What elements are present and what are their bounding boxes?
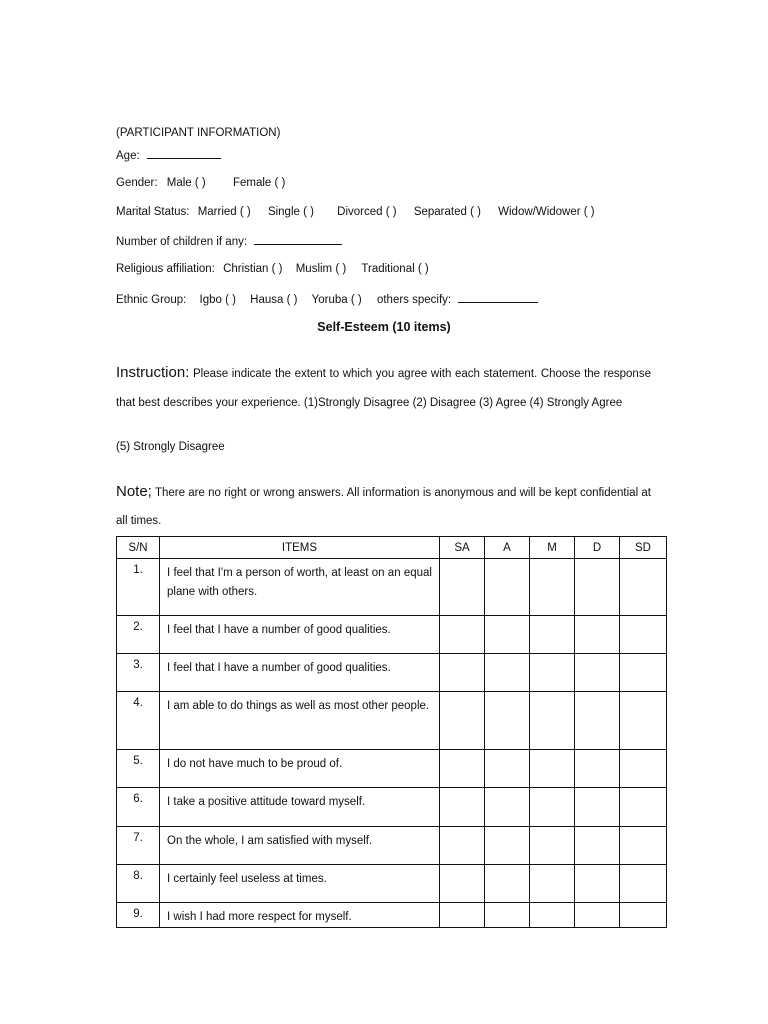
response-cell-sa[interactable] — [440, 827, 485, 865]
marital-option-widow[interactable]: Widow/Widower ( ) — [498, 206, 595, 218]
gender-option-male[interactable]: Male ( ) — [166, 177, 206, 189]
note-label: Note; — [116, 483, 152, 500]
table-row — [117, 827, 667, 865]
response-cell-sd[interactable] — [620, 750, 667, 788]
self-esteem-table — [116, 536, 667, 928]
row-number: 6. — [117, 788, 160, 827]
ethnic-option-yoruba[interactable]: Yoruba ( ) — [311, 294, 362, 306]
instruction-paragraph — [116, 358, 651, 418]
response-cell-m[interactable] — [530, 559, 575, 616]
header-sn: S/N — [117, 537, 160, 559]
note-text: There are no right or wrong answers. All information is anonymous and will be kept confidential at all times. — [116, 487, 651, 527]
section-title: Self-Esteem (10 items) — [317, 320, 451, 334]
table-row — [117, 654, 667, 692]
table-row — [117, 903, 667, 928]
response-cell-d[interactable] — [575, 559, 620, 616]
row-item: On the whole, I am satisfied with myself. — [160, 827, 440, 865]
response-cell-d[interactable] — [575, 903, 620, 928]
table-row — [117, 865, 667, 903]
response-cell-sa[interactable] — [440, 788, 485, 827]
response-cell-d[interactable] — [575, 692, 620, 750]
header-m: M — [530, 537, 575, 559]
response-cell-m[interactable] — [530, 827, 575, 865]
marital-line — [116, 206, 595, 218]
age-blank[interactable] — [147, 148, 221, 159]
marital-option-divorced[interactable]: Divorced ( ) — [337, 206, 397, 218]
response-cell-m[interactable] — [530, 903, 575, 928]
row-number: 3. — [117, 654, 160, 692]
row-item: I feel that I have a number of good qualities. — [160, 616, 440, 654]
children-blank[interactable] — [254, 234, 342, 245]
response-cell-a[interactable] — [485, 827, 530, 865]
header-d: D — [575, 537, 620, 559]
table-row — [117, 616, 667, 654]
gender-label: Gender: — [116, 177, 158, 189]
row-number: 7. — [117, 827, 160, 865]
response-cell-sd[interactable] — [620, 616, 667, 654]
ethnic-others-blank[interactable] — [458, 292, 538, 303]
gender-line — [116, 177, 285, 189]
table-row — [117, 692, 667, 750]
response-cell-a[interactable] — [485, 559, 530, 616]
table-row — [117, 750, 667, 788]
response-cell-sa[interactable] — [440, 616, 485, 654]
response-cell-m[interactable] — [530, 616, 575, 654]
header-sd: SD — [620, 537, 667, 559]
response-cell-sa[interactable] — [440, 559, 485, 616]
row-item: I certainly feel useless at times. — [160, 865, 440, 903]
response-cell-sa[interactable] — [440, 654, 485, 692]
instruction-text: Please indicate the extent to which you agree with each statement. Choose the response that best describes your experience. (1)Strongly Disagree (2) Disagree (3) Agree (4) Strongly Agree — [116, 368, 651, 409]
row-item: I am able to do things as well as most other people. — [160, 692, 440, 750]
response-cell-sd[interactable] — [620, 903, 667, 928]
header-a: A — [485, 537, 530, 559]
marital-option-separated[interactable]: Separated ( ) — [413, 206, 481, 218]
row-number: 1. — [117, 559, 160, 616]
note-paragraph — [116, 478, 651, 535]
response-cell-sd[interactable] — [620, 559, 667, 616]
response-cell-m[interactable] — [530, 692, 575, 750]
ethnic-line — [116, 292, 538, 306]
response-cell-m[interactable] — [530, 750, 575, 788]
response-cell-a[interactable] — [485, 788, 530, 827]
row-number: 4. — [117, 692, 160, 750]
marital-option-married[interactable]: Married ( ) — [197, 206, 251, 218]
row-item: I feel that I have a number of good qualities. — [160, 654, 440, 692]
table-row — [117, 788, 667, 827]
ethnic-option-others: others specify: — [376, 294, 452, 306]
response-cell-d[interactable] — [575, 788, 620, 827]
response-cell-a[interactable] — [485, 903, 530, 928]
response-cell-sd[interactable] — [620, 692, 667, 750]
response-cell-a[interactable] — [485, 616, 530, 654]
religion-option-christian[interactable]: Christian ( ) — [223, 263, 283, 275]
children-line — [116, 234, 342, 248]
response-cell-d[interactable] — [575, 865, 620, 903]
marital-option-single[interactable]: Single ( ) — [267, 206, 314, 218]
response-cell-d[interactable] — [575, 616, 620, 654]
response-cell-m[interactable] — [530, 788, 575, 827]
gender-option-female[interactable]: Female ( ) — [232, 177, 286, 189]
instruction-label: Instruction: — [116, 364, 190, 381]
response-cell-sd[interactable] — [620, 788, 667, 827]
response-cell-d[interactable] — [575, 654, 620, 692]
row-item: I do not have much to be proud of. — [160, 750, 440, 788]
response-cell-a[interactable] — [485, 750, 530, 788]
table-header-row — [117, 537, 667, 559]
participant-heading: (PARTICIPANT INFORMATION) — [116, 127, 281, 139]
response-cell-m[interactable] — [530, 654, 575, 692]
marital-label: Marital Status: — [116, 206, 190, 218]
religion-option-traditional[interactable]: Traditional ( ) — [361, 263, 429, 275]
ethnic-option-hausa[interactable]: Hausa ( ) — [250, 294, 298, 306]
row-item: I feel that I'm a person of worth, at least on an equal plane with others. — [160, 559, 440, 616]
instruction-extra: (5) Strongly Disagree — [116, 441, 225, 453]
religion-option-muslim[interactable]: Muslim ( ) — [295, 263, 347, 275]
response-cell-m[interactable] — [530, 865, 575, 903]
response-cell-sd[interactable] — [620, 827, 667, 865]
row-number: 2. — [117, 616, 160, 654]
row-number: 5. — [117, 750, 160, 788]
response-cell-a[interactable] — [485, 692, 530, 750]
religion-line — [116, 263, 429, 275]
response-cell-a[interactable] — [485, 654, 530, 692]
row-number: 8. — [117, 865, 160, 903]
children-label: Number of children if any: — [116, 236, 248, 248]
table-row — [117, 559, 667, 616]
response-cell-sa[interactable] — [440, 903, 485, 928]
religion-label: Religious affiliation: — [116, 263, 215, 275]
row-number: 9. — [117, 903, 160, 928]
ethnic-label: Ethnic Group: — [116, 294, 187, 306]
response-cell-sd[interactable] — [620, 865, 667, 903]
row-item: I wish I had more respect for myself. — [160, 903, 440, 928]
ethnic-option-igbo[interactable]: Igbo ( ) — [199, 294, 236, 306]
response-cell-d[interactable] — [575, 750, 620, 788]
response-cell-sa[interactable] — [440, 692, 485, 750]
row-item: I take a positive attitude toward myself. — [160, 788, 440, 827]
response-cell-d[interactable] — [575, 827, 620, 865]
response-cell-a[interactable] — [485, 865, 530, 903]
age-label: Age: — [116, 150, 140, 162]
response-cell-sa[interactable] — [440, 865, 485, 903]
response-cell-sd[interactable] — [620, 654, 667, 692]
response-cell-sa[interactable] — [440, 750, 485, 788]
header-sa: SA — [440, 537, 485, 559]
header-items: ITEMS — [160, 537, 440, 559]
age-line — [116, 148, 221, 162]
